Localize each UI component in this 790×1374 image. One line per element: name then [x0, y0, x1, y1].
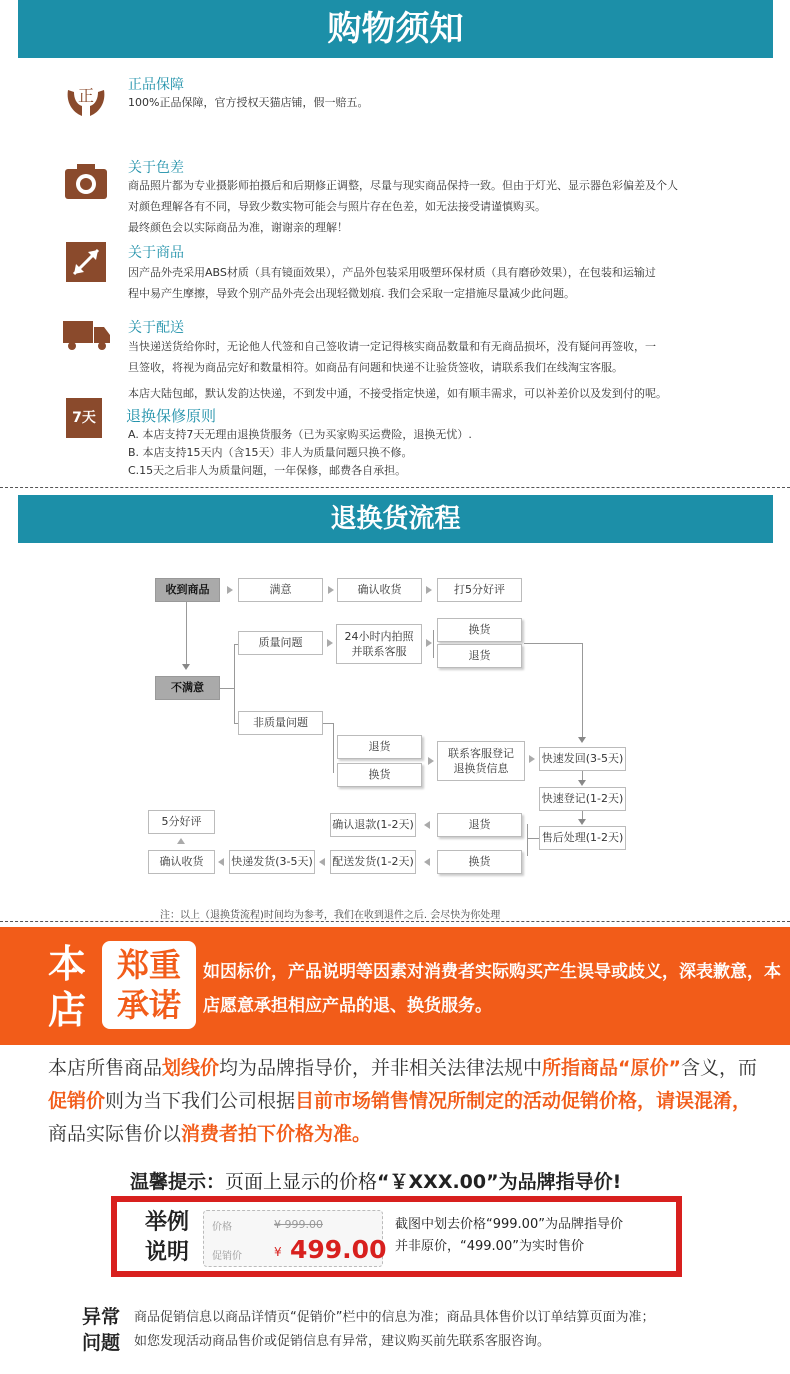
divider-dashed-2: [0, 921, 790, 922]
notice-title-return: 退换保修原则: [126, 407, 217, 425]
hands-genuine-icon: [62, 76, 110, 120]
example-yen: ¥: [274, 1245, 282, 1259]
notice-title-color: 关于色差: [128, 160, 184, 176]
seven-days-icon: 7天: [66, 398, 102, 438]
example-price-card: [203, 1210, 387, 1267]
price-example-box: [111, 1196, 682, 1277]
flow-dispatch: 配送发货(1-2天): [330, 850, 416, 874]
flow-photo-contact: 24小时内拍照 并联系客服: [336, 624, 422, 664]
flow-exchange: 换货: [437, 618, 522, 642]
divider-dashed-1: [0, 487, 790, 488]
flow-line: [186, 602, 187, 666]
price-tip: 温馨提示：页面上显示的价格“￥XXX.00”为品牌指导价!: [130, 1171, 622, 1193]
flow-line: [333, 723, 334, 773]
genuine-icon-char: 正: [77, 86, 95, 105]
example-promo-key: 促销价: [212, 1251, 242, 1262]
flow-arrow: [319, 858, 325, 866]
flow-nq-exchange: 换货: [337, 763, 422, 787]
flow-arrow: [328, 586, 334, 594]
flow-received: 收到商品: [155, 578, 220, 602]
flow-line: [527, 824, 528, 856]
price-statement: 本店所售商品划线价均为品牌指导价，并非相关法律法规中所指商品“原价”含义，而促销价则为当下我们公司根据目前市场销售情况所制定的活动促销价格，请误混淆，商品实际售价以消费者拍下价格为准。: [48, 1057, 758, 1145]
flow-arrow: [529, 755, 535, 763]
shopping-notice-banner: 购物须知: [18, 0, 773, 58]
flow-arrow: [578, 780, 586, 786]
flow-arrow: [182, 664, 190, 670]
notice-title-genuine: 正品保障: [128, 77, 184, 93]
flow-line: [323, 723, 333, 724]
flow-arrow: [426, 586, 432, 594]
flow-unsatisfied: 不满意: [155, 676, 220, 700]
flow-arrow: [428, 757, 434, 765]
flow-satisfied: 满意: [238, 578, 323, 602]
flow-fast-dispatch: 快递发货(3-5天): [229, 850, 315, 874]
flow-arrow: [327, 639, 333, 647]
flow-after-sale: 售后处理(1-2天): [539, 826, 626, 850]
flow-fast-ship-back: 快速发回(3-5天): [539, 747, 626, 771]
flow-line: [220, 688, 234, 689]
flow-line: [582, 643, 583, 739]
flow-note: 注：以上（退换货流程)时间均为参考，我们在收到退件之后. 会尽快为你处理: [160, 910, 501, 921]
flow-arrow: [177, 838, 185, 844]
flow-non-quality: 非质量问题: [238, 711, 323, 735]
flow-arrow: [218, 858, 224, 866]
notice-title-product: 关于商品: [128, 245, 184, 261]
example-explanation: 截图中划去价格“999.00”为品牌指导价 并非原价，“499.00”为实时售价: [395, 1217, 623, 1254]
flow-arrow: [424, 821, 430, 829]
flow-out-return: 退货: [437, 813, 522, 837]
notice-body-delivery: 当快递送货给你时，无论他人代签和自己签收请一定记得核实商品数量和有无商品损坏，没有疑问再签收，一 旦签收，将视为商品完好和数量相符。如商品有问题和快递不让验货签收，请联系我们在线淘宝客服。 本店大陆包邮，默认发韵达快递，不到发中通，不接受指定快递，如有顺丰需求，可以补差价以及发到付的呢。: [128, 340, 667, 400]
flow-final-confirm: 确认收货: [148, 850, 215, 874]
flow-line: [433, 630, 434, 658]
promise-band: [0, 927, 790, 1045]
promise-text: 如因标价，产品说明等因素对消费者实际购买产生误导或歧义，深表歉意，本店愿意承担相应产品的退、换货服务。: [203, 962, 781, 1016]
flow-final-review: 5分好评: [148, 810, 215, 834]
example-price-key: 价格: [212, 1222, 232, 1233]
flow-line: [527, 838, 539, 839]
truck-icon: [62, 317, 112, 361]
flow-five-star: 打5分好评: [437, 578, 522, 602]
flow-arrow: [578, 819, 586, 825]
example-new-price: 499.00: [290, 1235, 387, 1264]
flow-arrow: [424, 858, 430, 866]
flow-register: 联系客服登记 退换货信息: [437, 741, 525, 781]
flow-quality-issue: 质量问题: [238, 631, 323, 655]
resize-arrow-icon: [62, 242, 110, 286]
notice-body-return: A. 本店支持7天无理由退换货服务（已为买家购买运费险，退换无忧）. B. 本店支持15天内（含15天）非人为质量问题只换不修。 C.15天之后非人为质量问题，一年保修，邮费各自承担。: [128, 428, 472, 477]
notice-body-genuine: 100%正品保障，官方授权天猫店铺，假一赔五。: [128, 96, 369, 109]
abnormal-text: 商品促销信息以商品详情页“促销价”栏中的信息为准；商品具体售价以订单结算页面为准； 如您发现活动商品售价或促销信息有异常，建议购买前先联系客服咨询。: [134, 1310, 655, 1349]
example-label: 举例 说明: [144, 1210, 189, 1265]
flow-return: 退货: [437, 644, 522, 668]
flow-line: [234, 644, 235, 724]
flow-confirm-receipt: 确认收货: [337, 578, 422, 602]
flow-arrow: [578, 737, 586, 743]
notice-body-color: 商品照片都为专业摄影师拍摄后和后期修正调整，尽量与现实商品保持一致。但由于灯光、显示器色彩偏差及个人 对颜色理解各有不同，导致少数实物可能会与照片存在色差，如无法接受请谨慎购买。 最终颜色会以实际商品为准，谢谢亲的理解！: [128, 179, 678, 234]
notice-body-product: 因产品外壳采用ABS材质（具有镜面效果），产品外包装采用吸塑环保材质（具有磨砂效果），在包装和运输过 程中易产生摩擦，导致个别产品外壳会出现轻微划痕. 我们会采取一定措施尽量减少此问题。: [128, 266, 656, 300]
promise-badge: 郑重 承诺: [102, 941, 196, 1029]
flow-confirm-refund: 确认退款(1-2天): [330, 813, 416, 837]
abnormal-heading: 异常 问题: [82, 1306, 121, 1354]
flow-line: [524, 643, 582, 644]
flow-arrow: [227, 586, 233, 594]
example-old-price: ¥ 999.00: [274, 1218, 323, 1231]
flow-fast-register: 快速登记(1-2天): [539, 787, 626, 811]
flow-arrow: [426, 639, 432, 647]
return-flow-banner: 退换货流程: [18, 495, 773, 543]
promise-store-label: 本 店: [47, 942, 86, 1032]
camera-icon: [62, 159, 110, 203]
flow-out-exchange: 换货: [437, 850, 522, 874]
flow-nq-return: 退货: [337, 735, 422, 759]
notice-title-delivery: 关于配送: [128, 320, 184, 336]
